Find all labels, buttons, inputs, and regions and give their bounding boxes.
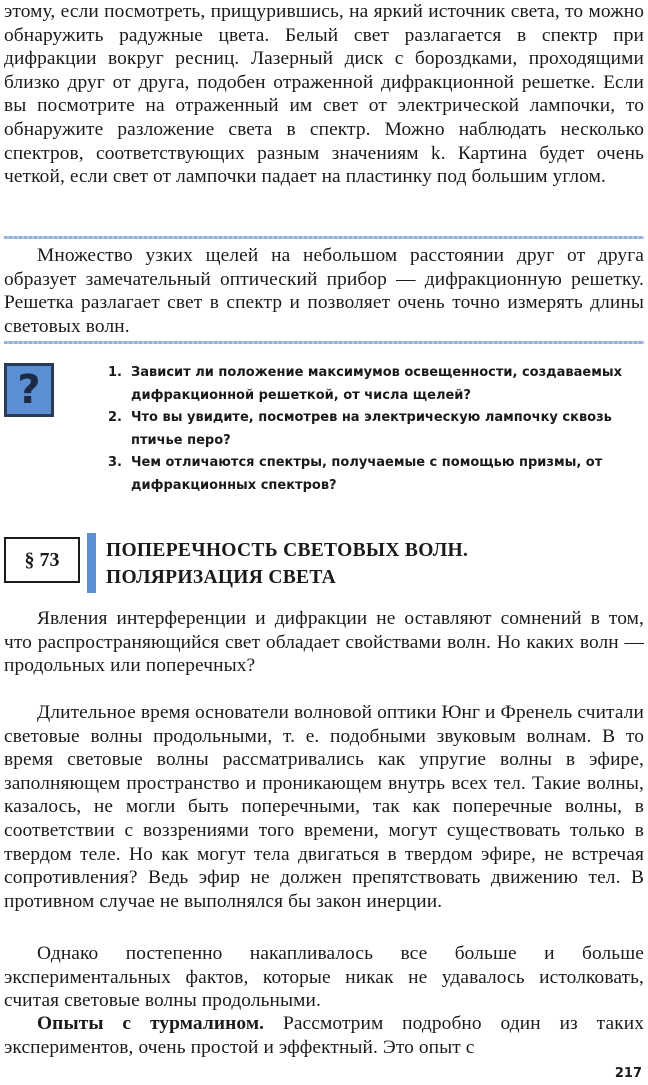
runin-heading: Опыты с турмалином. xyxy=(37,1013,265,1034)
question-item xyxy=(108,452,648,497)
body-paragraph-3: Однако постепенно накапливалось все больше и больше экспериментальных фактов, которые никак не удавалось истолковать, считая световые волны продольными. xyxy=(4,943,644,1012)
question-text: Что вы увидите, посмотрев на электрическую лампочку сквозь птичье перо? xyxy=(131,410,612,448)
body-paragraph-1: Явления интерференции и дифракции не оставляют сомнений в том, что распространяющийся свет обладает свойствами волн. Но каких волн — продольных или поперечных? xyxy=(4,608,644,677)
summary-paragraph: Множество узких щелей на небольшом расстоянии друг от друга образует замечательный оптический прибор — дифракционную решетку. Решетка разлагает свет в спектр и позволяет очень точно измерять длины световых волн. xyxy=(4,245,644,337)
section-title-line-1: ПОПЕРЕЧНОСТЬ СВЕТОВЫХ ВОЛН. xyxy=(106,540,469,561)
body-paragraph-4 xyxy=(4,1012,644,1059)
question-item xyxy=(108,362,648,407)
question-number: 2. xyxy=(108,410,122,425)
section-header xyxy=(4,533,648,593)
section-number: § 73 xyxy=(24,548,60,571)
section-number-box xyxy=(4,537,80,583)
question-number: 1. xyxy=(108,365,122,380)
section-title-line-2: ПОЛЯРИЗАЦИЯ СВЕТА xyxy=(106,567,337,588)
question-text: Чем отличаются спектры, получаемые с помощью призмы, от дифракционных спектров? xyxy=(131,455,603,493)
question-item xyxy=(108,407,648,452)
questions-list xyxy=(108,362,648,497)
intro-paragraph: этому, если посмотреть, прищурившись, на яркий источник света, то можно обнаружить радужные цвета. Белый свет разлагается в спектр при дифракции вокруг ресниц. Лазерный диск с бороздками, проходящими близко друг от друга, подобен отраженной дифракционной решетке. Если вы посмотрите на отраженный им свет от электрической лампочки, то обнаружите разложение света в спектр. Можно наблюдать несколько спектров, соответствующих разным значениям k. Картина будет очень четкой, если свет от лампочки падает на пластинку под большим углом. xyxy=(4,1,644,188)
section-accent-stripe xyxy=(87,533,96,593)
question-mark-icon: ? xyxy=(4,363,54,417)
question-number: 3. xyxy=(108,455,122,470)
body-paragraph-2: Длительное время основатели волновой оптики Юнг и Френель считали световые волны продольными, т. е. подобными звуковым волнам. В то время световые волны рассматривались как упругие волны в эфире, заполняющем пространство и проникающем внутрь всех тел. Такие волны, казалось, не могли быть поперечными, так как поперечные волны, в соответствии с воззрениями того времени, могут существовать только в твердом теле. Но как могут тела двигаться в твердом эфире, не встречая сопротивления? Ведь эфир не должен препятствовать движению тел. В противном случае не выполнялся бы закон инерции. xyxy=(4,702,644,912)
summary-top-rule xyxy=(4,236,644,239)
summary-bottom-rule xyxy=(4,341,644,344)
page-number: 217 xyxy=(614,1066,642,1081)
runin-text: Рассмотрим подробно один из таких экспериментов, очень простой и эффектный. Это опыт с xyxy=(4,1013,644,1058)
question-text: Зависит ли положение максимумов освещенности, создаваемых дифракционной решеткой, от числа щелей? xyxy=(131,365,622,403)
section-title xyxy=(106,537,646,591)
questions-block xyxy=(4,356,648,496)
